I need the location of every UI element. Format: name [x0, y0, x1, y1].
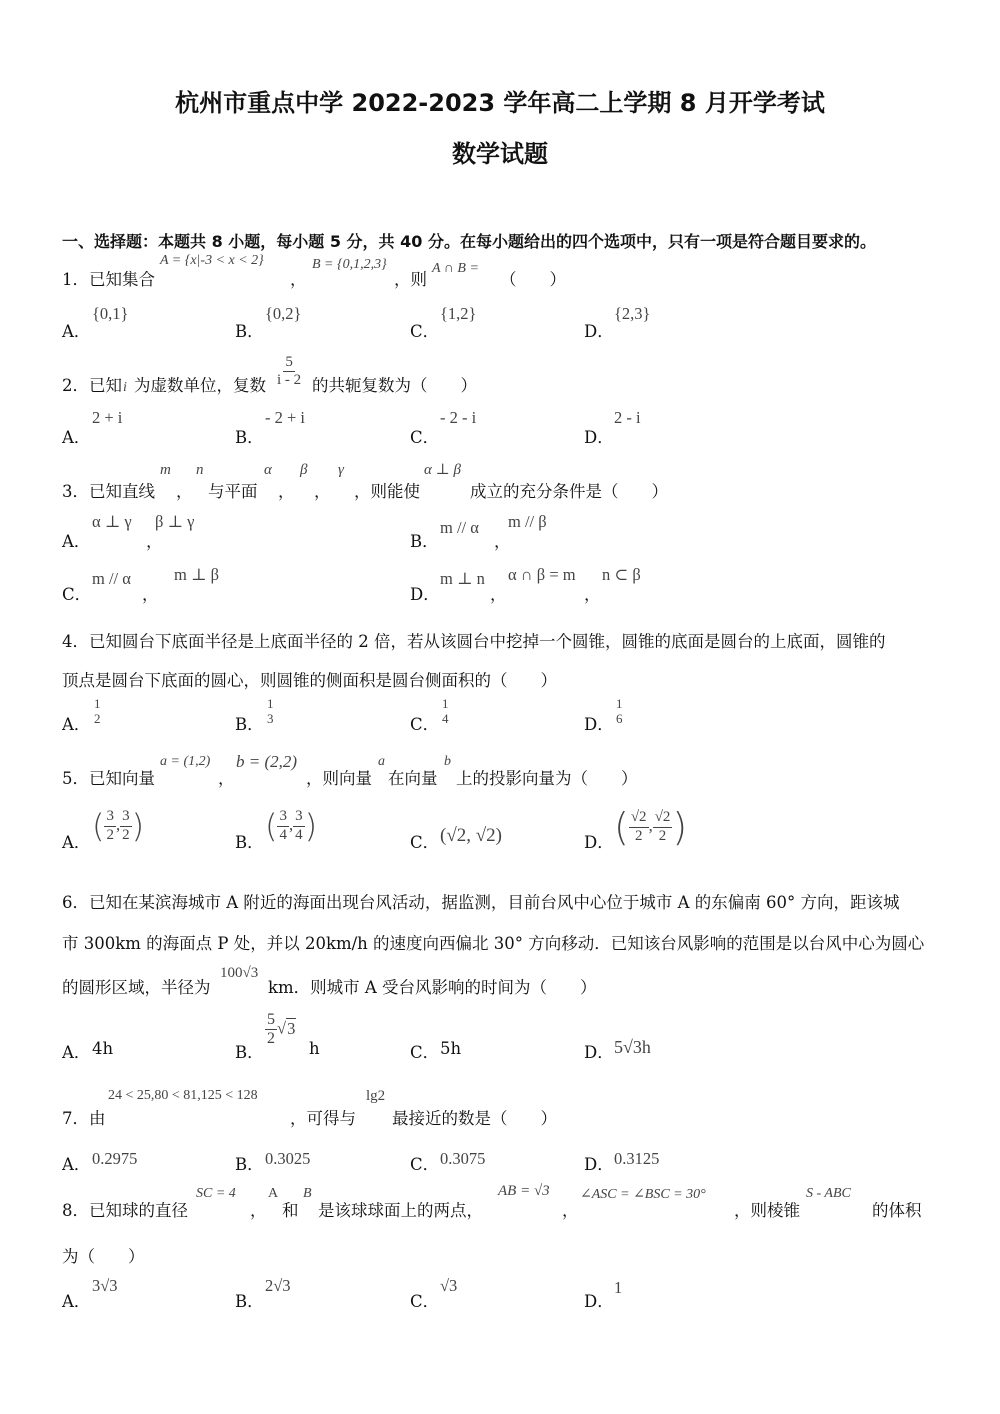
option-label: A． [62, 833, 91, 852]
fraction-denominator: 4 [442, 710, 449, 726]
fraction-denominator: 2 [658, 827, 667, 844]
q1-text-4: （ ） [500, 270, 566, 289]
option-value-3: n ⊂ β [602, 565, 641, 584]
option-label: D． [584, 1043, 614, 1062]
q5-text-1: 5．已知向量 [62, 769, 155, 788]
q8-text-5: 的体积 [872, 1201, 922, 1220]
option-value: 1 [614, 1278, 623, 1297]
option-value: 0.3075 [440, 1149, 486, 1168]
section-heading: 一、选择题：本题共 8 小题，每小题 5 分，共 40 分。在每小题给出的四个选项中，只有一项是符合题目要求的。 [62, 232, 876, 251]
option-label: D． [584, 1155, 614, 1174]
q3-alpha: α [264, 462, 272, 478]
q5-text-2: ，则向量 [306, 769, 372, 788]
q5-vector-a: a = (1,2) [160, 754, 211, 769]
bracket-right: ) [131, 807, 145, 845]
fraction-denominator: 2 [122, 826, 130, 843]
q5-vector-b: b = (2,2) [236, 752, 298, 771]
option-label: A． [62, 1155, 91, 1174]
fraction-denominator: 2 [106, 826, 114, 843]
q8-text-2: 和 [282, 1201, 299, 1220]
fraction-numerator: 3 [104, 808, 116, 826]
exam-title: 杭州市重点中学 2022-2023 学年高二上学期 8 月开学考试 [175, 89, 825, 117]
option-label: C． [410, 715, 440, 734]
q3-gamma: γ [338, 462, 344, 478]
q5-b: b [444, 754, 451, 769]
option-label: B． [410, 532, 439, 551]
sqrt-icon: √3 [277, 1018, 296, 1038]
option-label: D． [584, 715, 614, 734]
fraction-denominator: 2 [634, 827, 643, 844]
fraction-numerator: 1 [267, 696, 274, 711]
option-value-1: α ⊥ γ [92, 512, 132, 531]
q1-text-1: 1．已知集合 [62, 270, 155, 289]
option-value: 0.2975 [92, 1149, 138, 1168]
q3-comma-3: ， [314, 482, 331, 501]
q8-ab: AB = √3 [498, 1183, 550, 1199]
q3-text-1: 3．已知直线 [62, 482, 155, 501]
q7-text-1: 7．由 [62, 1109, 106, 1128]
q3-condition: α ⊥ β [424, 462, 461, 478]
option-label: D． [584, 322, 614, 341]
bracket-right: ) [304, 807, 318, 845]
q4-line-2: 顶点是圆台下底面的圆心，则圆锥的侧面积是圆台侧面积的（ ） [62, 671, 557, 690]
radicand: 3 [287, 1018, 296, 1038]
option-value: 0.3125 [614, 1149, 660, 1168]
q1-expr: A ∩ B = [432, 261, 479, 276]
q8-angles: ∠ASC = ∠BSC = 30° [580, 1187, 706, 1202]
option-label: C． [410, 833, 440, 852]
option-label: D． [584, 1292, 614, 1311]
option-label: C． [410, 1043, 440, 1062]
option-value-2: β ⊥ γ [155, 512, 195, 531]
q8-comma-1: ， [250, 1201, 267, 1220]
q3-text-4: 成立的充分条件是（ ） [470, 482, 668, 501]
option-label: C． [410, 322, 440, 341]
bracket-left: ( [265, 807, 278, 845]
option-value-2: m // β [508, 512, 547, 531]
q7-text-3: 最接近的数是（ ） [392, 1109, 557, 1128]
q8-pyramid: S - ABC [806, 1186, 851, 1201]
fraction-denominator: 6 [616, 710, 623, 726]
option-separator: ， [142, 585, 159, 604]
q6-radius: 100√3 [220, 965, 259, 981]
q1-text-2: ， [290, 270, 307, 289]
option-value: 5h [440, 1039, 462, 1058]
option-unit: h [309, 1039, 320, 1058]
option-value: 0.3025 [265, 1149, 311, 1168]
q1-set-b: B = {0,1,2,3} [312, 257, 387, 272]
option-value-1: m ⊥ n [440, 569, 485, 588]
option-label: A． [62, 532, 91, 551]
q7-text-2: ，可得与 [290, 1109, 356, 1128]
option-label: B． [235, 1292, 264, 1311]
option-value: 4h [92, 1039, 114, 1058]
option-value: 2√3 [265, 1276, 291, 1295]
option-label: A． [62, 428, 91, 447]
q7-inequality: 24 < 25,80 < 81,125 < 128 [108, 1088, 258, 1103]
q5-comma: ， [218, 769, 235, 788]
exam-subtitle: 数学试题 [452, 140, 548, 168]
q8-text-1: 8．已知球的直径 [62, 1201, 188, 1220]
fraction-denominator: 2 [94, 710, 101, 726]
q6-line-1: 6．已知在某滨海城市 A 附近的海面出现台风活动，据监测，目前台风中心位于城市 A 的东偏南 60° 方向，距该城 [62, 893, 900, 912]
option-label: B． [235, 428, 264, 447]
fraction-numerator: √2 [629, 809, 649, 827]
q2-text-2: 为虚数单位，复数 [134, 376, 266, 395]
q3-n: n [196, 462, 204, 478]
option-value-1: m // α [92, 569, 131, 588]
q2-text-3: 的共轭复数为（ ） [312, 376, 477, 395]
q8-text-3: 是该球球面上的两点， [318, 1201, 483, 1220]
q4-line-1: 4．已知圆台下底面半径是上底面半径的 2 倍，若从该圆台中挖掉一个圆锥，圆锥的底面是圆台的上底面，圆锥的 [62, 632, 886, 651]
option-value: {1,2} [440, 304, 477, 323]
option-value: (√2, √2) [440, 825, 503, 846]
option-value: 5√3h [614, 1037, 651, 1057]
fraction-numerator: 3 [120, 808, 132, 826]
q8-comma-2: ， [562, 1201, 579, 1220]
q2-numerator: 5 [283, 354, 295, 372]
q6-line-3a: 的圆形区域，半径为 [62, 978, 211, 997]
option-label: D． [584, 833, 614, 852]
option-value-2: α ∩ β = m [508, 565, 576, 584]
option-label: C． [62, 585, 92, 604]
fraction-denominator: 4 [295, 826, 303, 843]
option-value: 2 + i [92, 408, 123, 427]
option-value: - 2 - i [440, 408, 477, 427]
option-separator: ， [584, 585, 601, 604]
q8-point-b: B [303, 1186, 312, 1201]
fraction-numerator: 5 [265, 1011, 277, 1030]
option-value: 3√3 [92, 1276, 118, 1295]
option-label: B． [235, 1043, 264, 1062]
q3-m: m [160, 462, 171, 478]
q2-i: i [123, 380, 127, 395]
q3-comma-2: ， [278, 482, 295, 501]
q2-fraction [275, 354, 303, 390]
option-label: A． [62, 715, 91, 734]
fraction-denominator: 2 [267, 1030, 275, 1048]
option-label: C． [410, 428, 440, 447]
option-separator: ， [494, 532, 511, 551]
option-value-2: m ⊥ β [174, 565, 219, 584]
q5-text-4: 上的投影向量为（ ） [456, 769, 638, 788]
q5-a: a [378, 754, 385, 769]
fraction-numerator: 1 [442, 696, 449, 711]
q6-line-2: 市 300km 的海面点 P 处，并以 20km/h 的速度向西偏北 30° 方向移动．已知该台风影响的范围是以台风中心为圆心 [62, 934, 925, 953]
option-label: B． [235, 715, 264, 734]
q7-lg: lg2 [366, 1088, 386, 1104]
q8-point-a: A [268, 1186, 279, 1201]
bracket-left: ( [614, 805, 629, 849]
option-label: A． [62, 1043, 91, 1062]
option-value-1: m // α [440, 518, 479, 537]
fraction-denominator: 3 [267, 710, 274, 726]
option-label: B． [235, 1155, 264, 1174]
fraction-numerator: 3 [277, 808, 289, 826]
q8-line-2: 为（ ） [62, 1247, 145, 1266]
option-value: {0,1} [92, 304, 129, 323]
option-separator: ， [490, 585, 507, 604]
option-label: A． [62, 1292, 91, 1311]
option-label: C． [410, 1292, 440, 1311]
fraction-numerator: 1 [94, 696, 101, 711]
option-label: A． [62, 322, 91, 341]
q3-beta: β [300, 462, 308, 478]
option-label: B． [235, 322, 264, 341]
q8-text-4: ，则棱锥 [734, 1201, 800, 1220]
option-label: C． [410, 1155, 440, 1174]
bracket-left: ( [92, 807, 105, 845]
q1-set-a: A = {x|-3 < x < 2} [160, 253, 264, 268]
fraction-numerator: √2 [653, 809, 673, 827]
q3-text-3: ，则能使 [354, 482, 420, 501]
q3-comma-1: ， [176, 482, 193, 501]
option-value: 2 - i [614, 408, 641, 427]
q5-text-3: 在向量 [388, 769, 438, 788]
option-value: {0,2} [265, 304, 302, 323]
option-value: {2,3} [614, 304, 651, 323]
q8-diameter: SC = 4 [196, 1186, 236, 1201]
option-label: D． [410, 585, 440, 604]
option-value: - 2 + i [265, 408, 306, 427]
q6-line-3b: km．则城市 A 受台风影响的时间为（ ） [268, 978, 597, 997]
fraction-denominator: 4 [279, 826, 287, 843]
fraction-numerator: 3 [293, 808, 305, 826]
option-separator: ， [146, 532, 163, 551]
bracket-right: ) [672, 805, 688, 849]
fraction-numerator: 1 [616, 696, 623, 711]
q1-text-3: ，则 [394, 270, 427, 289]
q2-text-1: 2．已知 [62, 376, 122, 395]
option-value: √3 [440, 1276, 458, 1295]
q3-text-2: 与平面 [208, 482, 258, 501]
option-label: B． [235, 833, 264, 852]
option-label: D． [584, 428, 614, 447]
q2-denominator: i - 2 [277, 372, 302, 389]
